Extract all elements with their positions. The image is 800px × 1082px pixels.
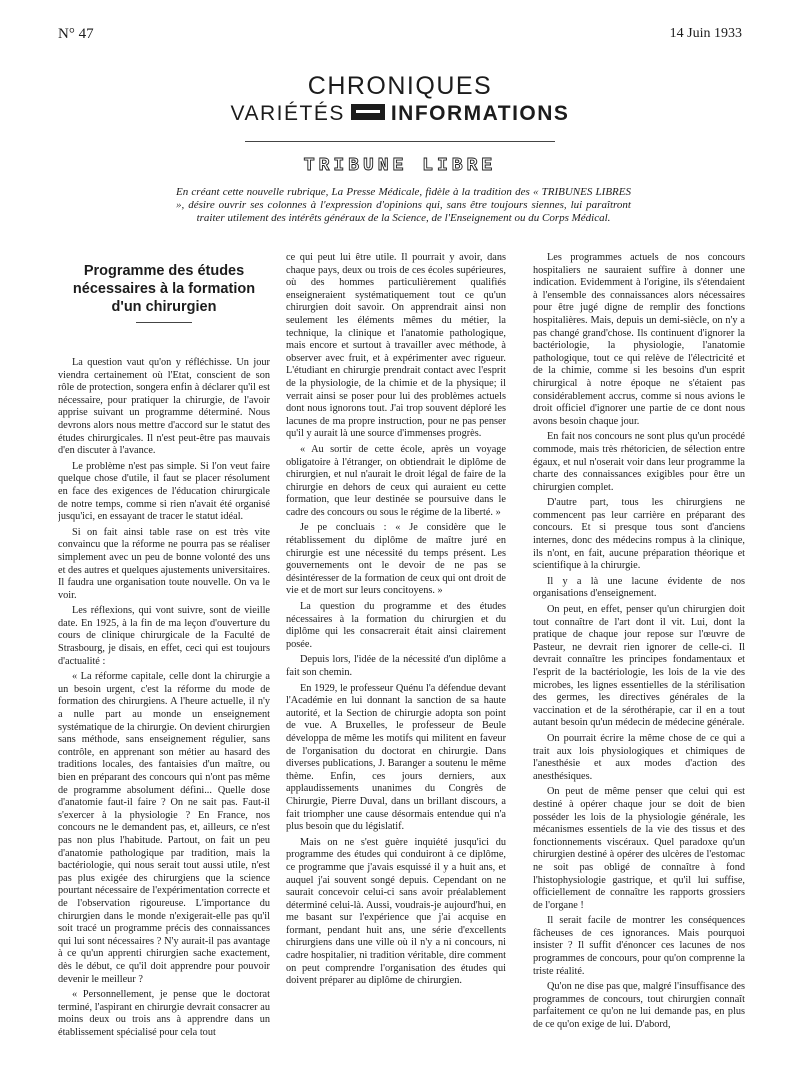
paragraph: La question du programme et des études nécessaires à la formation du chirurgien et du diplôme qui les consacrerait était ainsi clairement posée.: [286, 601, 506, 650]
paragraph: Il y a là une lacune évidente de nos organisations d'enseignement.: [533, 575, 745, 600]
page-header: [58, 26, 742, 46]
paragraph: « La réforme capitale, celle dont la chirurgie a un besoin urgent, c'est la réforme du mode de formation des chirurgiens. A l'heure actuelle, il n'y a nulle part au monde un enseignement systématique de la chirurgie. On devient chirurgien sans méthode, sans enseignement régulier, sans contrôle, en apprenant son métier au hasard des traditions locales, des fantaisies d'un maître, ou bien en préparant des concours qui n'ont pas même de programme absolument défini... Quelle dose d'anatomie faut-il faire ? On ne sait pas. Faut-il s'exercer à la physiologie ? En France, nos concours ne le demandent pas, et, ailleurs, ce n'est pas non plus l'habitude. Partout, on fait un peu d'anatomie pathologique par tradition, mais la bactériologie, qui nous serait tout aussi utile, n'est pas plus exigée des chirurgiens que la science pourtant nécessaire de l'expérimentation correcte et de l'observation rigoureuse. L'importance du chirurgien dans le monde n'exigerait-elle pas qu'il soit tracé un programme précis des connaissances qui lui sont nécessaires ? N'y aurait-il pas avantage à ce qu'un apprenti chirurgien sache exactement, dès le début, ce qu'il doit apprendre pour pouvoir devenir le meilleur ?: [58, 671, 270, 985]
paragraph: En fait nos concours ne sont plus qu'un procédé commode, mais très rhétoricien, de sélection entre égaux, et nul n'oserait voir dans leur programme la charte des connaissances exigibles pour être un chirurgien complet.: [533, 431, 745, 493]
issue-number: N° 47: [58, 26, 94, 42]
section-intro: En créant cette nouvelle rubrique, La Presse Médicale, fidèle à la tradition des « TRIBUNES LIBRES », désire ouvrir ses colonnes à l'expression d'opinions qui, sans être toujours siennes, lui paraîtront traiter utilement des intérêts généraux de la Science, de l'Enseignement ou du Corps Médical.: [176, 186, 631, 224]
article-title: Programme des études nécessaires à la formation d'un chirurgien: [72, 263, 256, 315]
paragraph: En 1929, le professeur Quénu l'a défendue devant l'Académie en lui donnant la sanction de sa haute autorité, et la Section de chirurgie adopta son point de vue. A Bruxelles, le professeur de Beule développa de même les motifs qui militent en faveur de l'organisation du doctorat en chirurgie. Dans diverses publications, J. Baranger a soutenu le même thème. Enfin, ces jours derniers, aux applaudissements unanimes du Congrès de Chirurgie, Pierre Duval, dans un brillant discours, a fait triompher une cause désormais entendue qui n'a plus besoin que du législatif.: [286, 682, 506, 833]
paragraph: On peut, en effet, penser qu'un chirurgien doit tout connaître de l'art dont il vit. Lui, dont la pratique de chaque jour repose sur l'œuvre de Pasteur, ne devrait rien ignorer de celle-ci. Il devrait connaître les principes fondamentaux et l'esprit de la bactériologie, les lois de la vie des microbes, les lignes essentielles de la stérilisation des germes, les directives générales de la vaccination et de la sérothérapie, car il en a tout autant besoin qu'un médecin de médecine générale.: [533, 604, 745, 729]
paragraph: Mais on ne s'est guère inquiété jusqu'ici du programme des études qui conduiront à ce diplôme, ce programme que j'avais esquissé il y a huit ans, et auquel j'ai souvent songé depuis. Cependant on ne saurait concevoir celui-ci sans avoir préalablement déterminé celui-là. Aussi, voudrais-je aujourd'hui, en me basant sur l'expérience que j'ai acquise en formant, pendant huit ans, une série d'excellents chirurgiens dans une ville où il n'y a ni concours, ni cadre hospitalier, ni tradition véritable, dire comment on peut comprendre l'organisation des études qui doivent préparer au diplôme de chirurgien.: [286, 836, 506, 987]
paragraph: On pourrait écrire la même chose de ce qui a trait aux lois physiologiques et chimiques de l'anesthésie et aux modes d'action des anesthésiques.: [533, 732, 745, 782]
paragraph: Je pe concluais : « Je considère que le rétablissement du diplôme de maître juré en chirurgie est une nécessité du temps présent. Les gouvernements ont le devoir de ne pas se désintéresser de la formation de ceux qui ont droit de vie et de mort sur leurs concitoyens. »: [286, 522, 506, 597]
paragraph: Le problème n'est pas simple. Si l'on veut faire quelque chose d'utile, il faut se placer résolument en face des exigences de l'éducation chirurgicale de notre temps, comme si rien n'avait été organisé jusqu'ici, en essayant de tracer le statut idéal.: [58, 460, 270, 523]
paragraph: Qu'on ne dise pas que, malgré l'insuffisance des programmes de concours, tout chirurgien connaît parfaitement ce qu'on ne lui demande pas, en plus de ce qu'on exige de lui. D'abord,: [533, 981, 745, 1031]
paragraph: « Personnellement, je pense que le doctorat terminé, l'aspirant en chirurgie devrait consacrer au moins deux ou trois ans à apprendre dans un établissement spécialisé pour cela tout: [58, 989, 270, 1038]
paragraph: Depuis lors, l'idée de la nécessité d'un diplôme a fait son chemin.: [286, 654, 506, 678]
masthead-varietes: VARIÉTÉS: [230, 102, 345, 125]
paragraph: ce qui peut lui être utile. Il pourrait y avoir, dans chaque pays, deux ou trois de ces écoles supérieures, où des hommes particulièrement qualifiés enseigneraient systématiquement tout ce qu'un chirurgien doit savoir. On apprendrait ainsi non seulement les éléments mêmes du métier, la technique, la clinique et l'anatomie pathologique, mais encore et surtout à travailler avec méthode, à observer avec fruit, et à expérimenter avec rigueur. L'étudiant en chirurgie prendrait contact avec l'esprit de la physiologie, de la chimie et de la physique; il verrait ainsi se poser pour lui des problèmes actuels dont nous ignorons tout. J'ai trop souvent déploré les lacunes de ma propre instruction, pour ne pas penser qu'il y aurait là une source d'immenses progrès.: [286, 252, 506, 440]
masthead-chroniques: CHRONIQUES: [307, 72, 493, 100]
paragraph: Les réflexions, qui vont suivre, sont de vieille date. En 1925, à la fin de ma leçon d'ouverture du cours de clinique chirurgicale de la Faculté de Strasbourg, je disais, en effet, ceci qui est toujours d'actualité :: [58, 605, 270, 667]
column-2: [286, 252, 506, 1064]
masthead-informations: INFORMATIONS: [390, 102, 570, 125]
masthead: [0, 72, 800, 126]
masthead-divider: [245, 141, 555, 142]
paragraph: Il serait facile de montrer les conséquences fâcheuses de ces ignorances. Mais pourquoi insister ? Il suffit d'énoncer ces lacunes de nos programmes de concours, pour qu'on comprenne la triste réalité.: [533, 915, 745, 977]
masthead-line2: [0, 102, 800, 126]
issue-date: 14 Juin 1933: [669, 26, 742, 41]
paragraph: D'autre part, tous les chirurgiens ne commencent pas leur carrière en préparant des concours. Et si presque tous sont d'anciens internes, donc des médecins rompus à la clinique, ils n'ont, en fait, aucune préparation théorique et scientifique à la chirurgie.: [533, 497, 745, 572]
masthead-logo-icon: [351, 104, 385, 120]
paragraph: « Au sortir de cette école, après un voyage obligatoire à l'étranger, on obtiendrait le diplôme de chirurgien, et nul n'aurait le droit légal de faire de la chirurgie en dehors de ceux qui auraient eu cette formation, que leur destinée se poursuive dans le cadre des concours ou sous le régime de la liberté. »: [286, 443, 506, 518]
paragraph: Si on fait ainsi table rase on est très vite convaincu que la réforme ne pourra pas se réaliser simplement avec un peu de bonne volonté des uns et des autres et quelques ajustements universitaires. Il faudra une organisation toute nouvelle. On va le voir.: [58, 526, 270, 601]
article-title-divider: [136, 322, 192, 323]
paragraph: Les programmes actuels de nos concours hospitaliers ne sauraient suffire à donner une indication. Evidemment à l'origine, ils s'étendaient à l'ensemble des connaissances alors nécessaires pour être jugé digne de remplir des fonctions hospitalières. Mais, depuis un demi-siècle, on n'y a pas changé grand'chose. Ils continuent d'ignorer la bactériologie, la physiologie, l'anatomie pathologique, tout ce qui relève de l'électricité et de la chimie, comme si les besoins d'un esprit chirurgical à notre époque ne s'étaient pas considérablement accrus, comme si nous avions le droit officiel d'ignorer une partie de ce dont nous avons besoin chaque jour.: [533, 252, 745, 427]
paragraph: On peut de même penser que celui qui est destiné à opérer chaque jour se doit de bien posséder les lois de la physiologie générale, les mécanismes essentiels de la vie des tissus et des fonctionnements viscéraux. Quel paradoxe qu'un chirurgien destiné à opérer des ulcères de l'estomac ne soit pas obligé de connaître à fond l'histophysiologie gastrique, et qu'il lui suffise, officiellement de connaître les rapports grossiers de l'organe !: [533, 786, 745, 911]
paragraph: La question vaut qu'on y réfléchisse. Un jour viendra certainement où l'Etat, conscient de son rôle de protection, songera enfin à déclarer qu'il est nécessaire, pour pratiquer la chirurgie, de l'avoir apprise suivant un programme déterminé. Nous devrons alors nous mettre d'accord sur le statut des études chirurgicales. Il n'est peut-être pas mauvais d'en discuter à l'avance.: [58, 357, 270, 457]
section-title: TRIBUNE LIBRE: [303, 156, 497, 176]
column-1: [58, 252, 270, 1064]
column-3: [533, 252, 745, 1064]
